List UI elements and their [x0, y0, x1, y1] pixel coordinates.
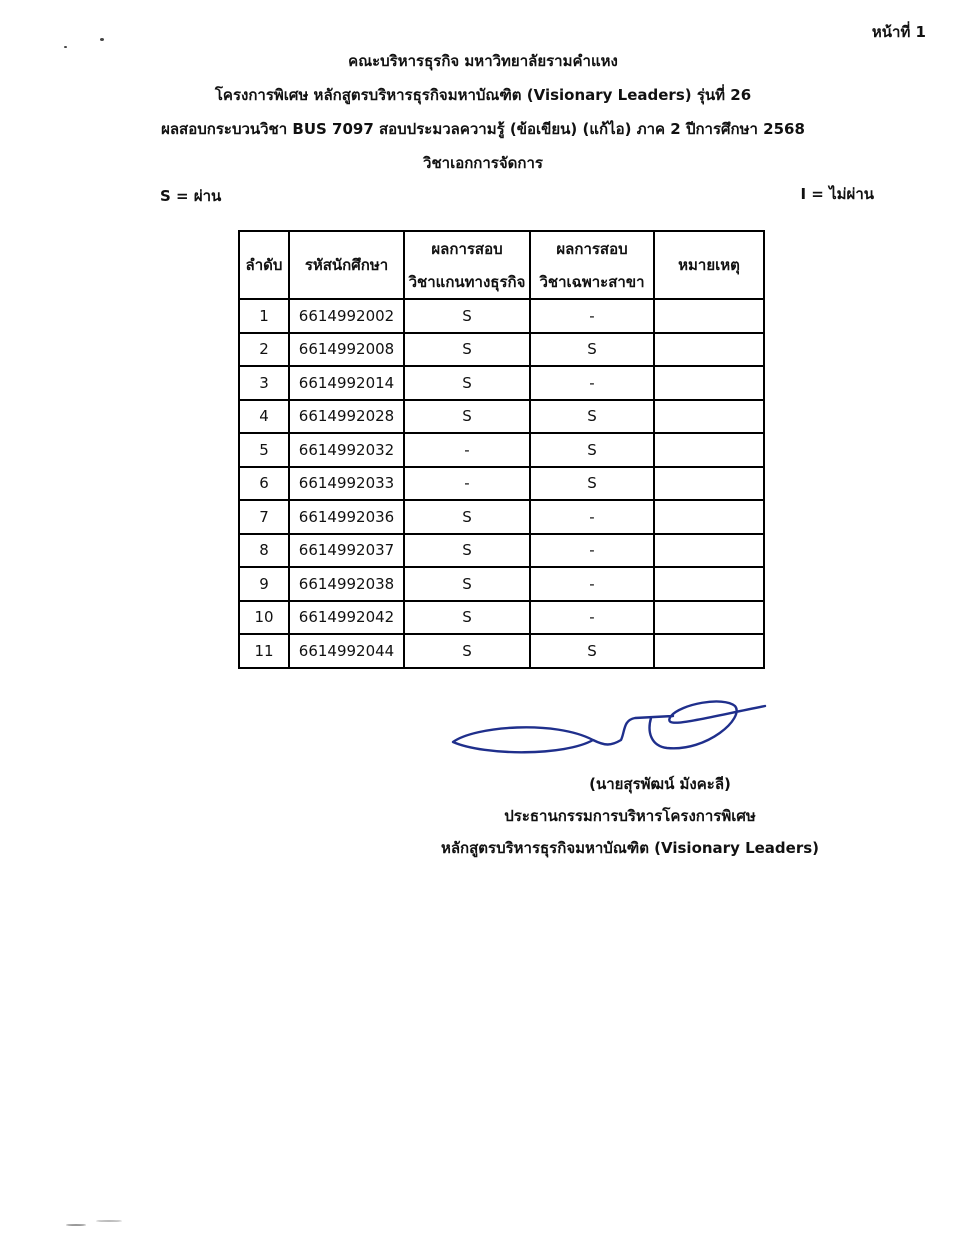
cell-note: [654, 634, 764, 668]
cell-core-result: S: [404, 567, 530, 601]
table-row: [239, 634, 764, 668]
cell-student-id: 6614992042: [289, 601, 404, 635]
header-core-bottom: วิชาแกนทางธุรกิจ: [408, 272, 526, 291]
cell-core-result: -: [404, 467, 530, 501]
cell-note: [654, 333, 764, 367]
cell-major-result: -: [530, 567, 654, 601]
cell-seq: 10: [239, 601, 289, 635]
table-row: [239, 366, 764, 400]
exam-title: ผลสอบกระบวนวิชา BUS 7097 สอบประมวลความรู้ (ข้อเขียน) (แก้ไอ) ภาค 2 ปีการศึกษา 2568: [161, 120, 805, 138]
cell-student-id: 6614992038: [289, 567, 404, 601]
faculty-title: คณะบริหารธุรกิจ มหาวิทยาลัยรามคำแหง: [348, 52, 618, 70]
cell-seq: 9: [239, 567, 289, 601]
cell-note: [654, 299, 764, 333]
cell-note: [654, 567, 764, 601]
table-row: [239, 500, 764, 534]
cell-major-result: S: [530, 433, 654, 467]
cell-major-result: S: [530, 634, 654, 668]
cell-core-result: S: [404, 601, 530, 635]
table-header-row: [239, 231, 764, 299]
table-row: [239, 433, 764, 467]
cell-seq: 2: [239, 333, 289, 367]
cell-student-id: 6614992044: [289, 634, 404, 668]
table-row: [239, 534, 764, 568]
cell-note: [654, 366, 764, 400]
cell-core-result: S: [404, 634, 530, 668]
cell-seq: 3: [239, 366, 289, 400]
cell-seq: 1: [239, 299, 289, 333]
table-row: [239, 333, 764, 367]
cell-seq: 8: [239, 534, 289, 568]
header-major-result: [530, 231, 654, 299]
cell-major-result: -: [530, 534, 654, 568]
cell-student-id: 6614992036: [289, 500, 404, 534]
cell-note: [654, 534, 764, 568]
cell-major-result: S: [530, 400, 654, 434]
cell-student-id: 6614992032: [289, 433, 404, 467]
cell-major-result: -: [530, 366, 654, 400]
table-row: [239, 567, 764, 601]
cell-note: [654, 400, 764, 434]
program-title: โครงการพิเศษ หลักสูตรบริหารธุรกิจมหาบัณฑิต (Visionary Leaders) รุ่นที่ 26: [214, 86, 752, 104]
scan-speck: [96, 1220, 122, 1222]
page-number: หน้าที่ 1: [871, 23, 926, 41]
signatory-name: (นายสุรพัฒน์ มังคะลี): [589, 775, 731, 793]
table-row: [239, 299, 764, 333]
cell-core-result: S: [404, 366, 530, 400]
cell-note: [654, 601, 764, 635]
cell-student-id: 6614992028: [289, 400, 404, 434]
scan-speck: [64, 46, 67, 48]
header-core-result: [404, 231, 530, 299]
results-table: [238, 230, 765, 669]
major-title: วิชาเอกการจัดการ: [423, 154, 543, 172]
cell-core-result: S: [404, 534, 530, 568]
cell-core-result: S: [404, 400, 530, 434]
cell-note: [654, 500, 764, 534]
document-header: [0, 44, 966, 180]
cell-major-result: S: [530, 467, 654, 501]
cell-student-id: 6614992002: [289, 299, 404, 333]
cell-core-result: S: [404, 500, 530, 534]
cell-core-result: -: [404, 433, 530, 467]
header-core-top: ผลการสอบ: [431, 239, 503, 258]
cell-core-result: S: [404, 299, 530, 333]
signature-image: [445, 696, 775, 766]
table-body: [239, 299, 764, 668]
legend-pass: S = ผ่าน: [160, 187, 222, 205]
cell-student-id: 6614992008: [289, 333, 404, 367]
cell-seq: 4: [239, 400, 289, 434]
cell-note: [654, 433, 764, 467]
cell-seq: 6: [239, 467, 289, 501]
table-row: [239, 400, 764, 434]
table-row: [239, 467, 764, 501]
scan-speck: [66, 1224, 86, 1226]
cell-student-id: 6614992033: [289, 467, 404, 501]
header-major-bottom: วิชาเฉพาะสาขา: [539, 272, 645, 291]
cell-seq: 5: [239, 433, 289, 467]
legend-fail: I = ไม่ผ่าน: [800, 185, 874, 203]
cell-core-result: S: [404, 333, 530, 367]
cell-student-id: 6614992037: [289, 534, 404, 568]
signatory-block: [400, 768, 860, 864]
header-note: หมายเหตุ: [654, 231, 764, 299]
cell-major-result: -: [530, 601, 654, 635]
cell-note: [654, 467, 764, 501]
scan-speck: [100, 38, 104, 41]
signatory-title: ประธานกรรมการบริหารโครงการพิเศษ: [504, 807, 756, 825]
cell-major-result: -: [530, 299, 654, 333]
signatory-program: หลักสูตรบริหารธุรกิจมหาบัณฑิต (Visionary Leaders): [440, 839, 820, 857]
header-seq: ลำดับ: [239, 231, 289, 299]
cell-seq: 7: [239, 500, 289, 534]
header-major-top: ผลการสอบ: [556, 239, 628, 258]
header-student-id: รหัสนักศึกษา: [289, 231, 404, 299]
cell-major-result: S: [530, 333, 654, 367]
cell-seq: 11: [239, 634, 289, 668]
table-row: [239, 601, 764, 635]
cell-student-id: 6614992014: [289, 366, 404, 400]
cell-major-result: -: [530, 500, 654, 534]
